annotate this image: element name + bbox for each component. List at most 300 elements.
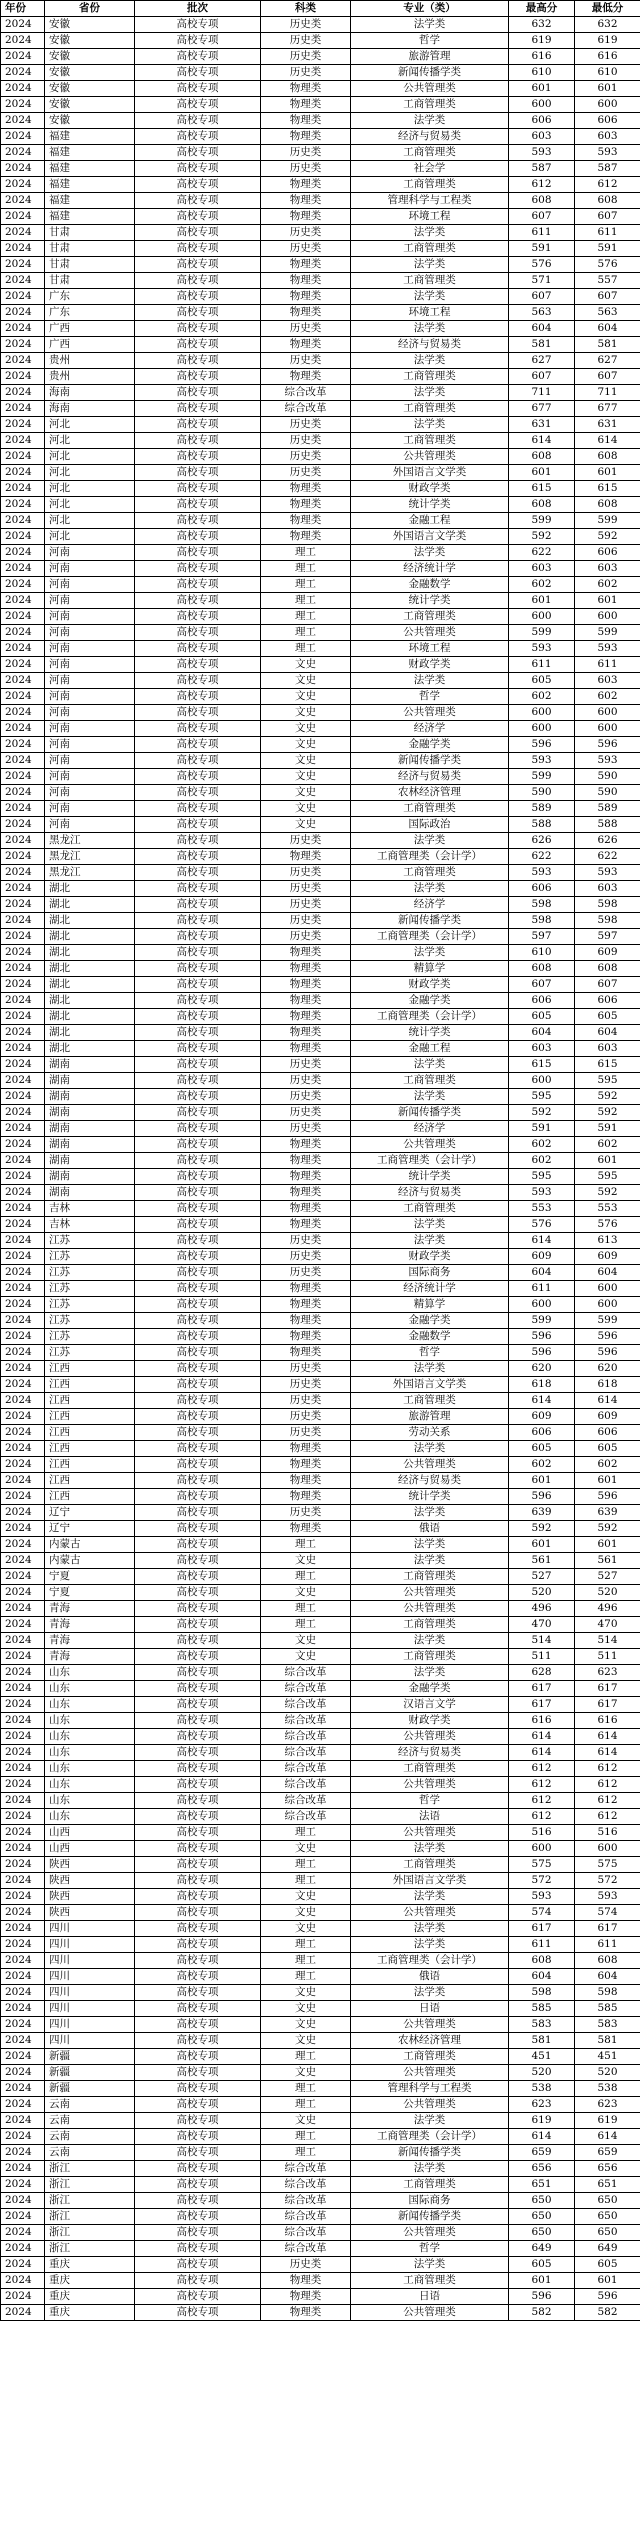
cell-major: 工商管理类 [351,145,509,161]
cell-batch: 高校专项 [135,113,261,129]
cell-batch: 高校专项 [135,513,261,529]
cell-major: 外国语言文学类 [351,465,509,481]
table-row [1,881,640,897]
cell-max-score: 614 [509,1393,575,1409]
cell-province: 山西 [45,1825,135,1841]
table-row [1,641,640,657]
table-row [1,273,640,289]
cell-year: 2024 [1,545,45,561]
cell-year: 2024 [1,865,45,881]
cell-subject: 历史类 [261,1409,351,1425]
cell-year: 2024 [1,1393,45,1409]
cell-year: 2024 [1,385,45,401]
cell-min-score: 639 [575,1505,640,1521]
cell-max-score: 601 [509,593,575,609]
cell-subject: 历史类 [261,2257,351,2273]
cell-max-score: 581 [509,337,575,353]
cell-province: 江西 [45,1441,135,1457]
cell-min-score: 606 [575,113,640,129]
table-row [1,561,640,577]
cell-subject: 物理类 [261,1153,351,1169]
cell-max-score: 612 [509,1793,575,1809]
cell-subject: 理工 [261,609,351,625]
cell-min-score: 677 [575,401,640,417]
cell-batch: 高校专项 [135,1217,261,1233]
cell-major: 金融学类 [351,737,509,753]
cell-subject: 物理类 [261,1041,351,1057]
cell-max-score: 601 [509,1537,575,1553]
cell-subject: 文史 [261,1921,351,1937]
cell-province: 河南 [45,753,135,769]
cell-max-score: 601 [509,1473,575,1489]
cell-min-score: 605 [575,2257,640,2273]
cell-batch: 高校专项 [135,33,261,49]
cell-subject: 历史类 [261,881,351,897]
cell-major: 法学类 [351,673,509,689]
cell-max-score: 612 [509,1809,575,1825]
cell-subject: 物理类 [261,193,351,209]
cell-max-score: 639 [509,1505,575,1521]
cell-major: 公共管理类 [351,1729,509,1745]
cell-batch: 高校专项 [135,1857,261,1873]
cell-subject: 文史 [261,737,351,753]
cell-year: 2024 [1,225,45,241]
cell-max-score: 608 [509,497,575,513]
cell-max-score: 593 [509,145,575,161]
cell-province: 山东 [45,1777,135,1793]
table-row [1,1505,640,1521]
cell-year: 2024 [1,1537,45,1553]
cell-major: 日语 [351,2289,509,2305]
cell-major: 公共管理类 [351,2305,509,2321]
cell-batch: 高校专项 [135,529,261,545]
cell-province: 福建 [45,193,135,209]
cell-min-score: 600 [575,97,640,113]
cell-batch: 高校专项 [135,1729,261,1745]
cell-major: 法学类 [351,17,509,33]
cell-major: 国际商务 [351,1265,509,1281]
cell-max-score: 597 [509,929,575,945]
cell-min-score: 583 [575,2017,640,2033]
cell-min-score: 711 [575,385,640,401]
cell-max-score: 600 [509,609,575,625]
cell-province: 河北 [45,433,135,449]
cell-min-score: 575 [575,1857,640,1873]
cell-major: 外国语言文学类 [351,529,509,545]
cell-major: 法学类 [351,1985,509,2001]
table-row [1,2241,640,2257]
cell-batch: 高校专项 [135,2145,261,2161]
cell-max-score: 614 [509,2129,575,2145]
cell-min-score: 617 [575,1921,640,1937]
cell-batch: 高校专项 [135,1873,261,1889]
cell-year: 2024 [1,81,45,97]
cell-year: 2024 [1,1041,45,1057]
cell-subject: 文史 [261,721,351,737]
cell-province: 四川 [45,1969,135,1985]
table-row [1,1793,640,1809]
cell-year: 2024 [1,1425,45,1441]
cell-year: 2024 [1,1025,45,1041]
cell-max-score: 611 [509,657,575,673]
table-row [1,401,640,417]
cell-max-score: 605 [509,673,575,689]
table-row [1,2161,640,2177]
cell-province: 甘肃 [45,257,135,273]
cell-batch: 高校专项 [135,1745,261,1761]
cell-province: 江苏 [45,1233,135,1249]
cell-year: 2024 [1,1153,45,1169]
header-row [1,1,640,17]
cell-batch: 高校专项 [135,449,261,465]
table-row [1,449,640,465]
table-row [1,417,640,433]
cell-batch: 高校专项 [135,369,261,385]
table-row [1,801,640,817]
cell-batch: 高校专项 [135,1153,261,1169]
cell-year: 2024 [1,833,45,849]
cell-max-score: 571 [509,273,575,289]
cell-subject: 文史 [261,817,351,833]
table-row [1,321,640,337]
cell-min-score: 603 [575,881,640,897]
cell-batch: 高校专项 [135,881,261,897]
cell-max-score: 603 [509,1041,575,1057]
table-row [1,1473,640,1489]
table-row [1,945,640,961]
cell-batch: 高校专项 [135,1793,261,1809]
cell-year: 2024 [1,1841,45,1857]
cell-min-score: 622 [575,849,640,865]
header-province: 省份 [45,1,135,17]
cell-batch: 高校专项 [135,433,261,449]
cell-max-score: 598 [509,897,575,913]
cell-province: 福建 [45,145,135,161]
cell-province: 江苏 [45,1313,135,1329]
table-row [1,1809,640,1825]
cell-province: 河南 [45,657,135,673]
cell-min-score: 600 [575,721,640,737]
cell-batch: 高校专项 [135,1073,261,1089]
table-row [1,1825,640,1841]
cell-min-score: 607 [575,977,640,993]
cell-batch: 高校专项 [135,1457,261,1473]
cell-subject: 历史类 [261,1233,351,1249]
cell-min-score: 607 [575,289,640,305]
cell-province: 重庆 [45,2305,135,2321]
table-row [1,145,640,161]
table-row [1,2193,640,2209]
table-row [1,1441,640,1457]
cell-batch: 高校专项 [135,1121,261,1137]
cell-batch: 高校专项 [135,1409,261,1425]
cell-max-score: 561 [509,1553,575,1569]
cell-min-score: 649 [575,2241,640,2257]
cell-major: 社会学 [351,161,509,177]
cell-major: 法语 [351,1809,509,1825]
cell-subject: 物理类 [261,1025,351,1041]
cell-batch: 高校专项 [135,241,261,257]
cell-province: 湖南 [45,1057,135,1073]
cell-min-score: 591 [575,241,640,257]
cell-max-score: 614 [509,433,575,449]
cell-year: 2024 [1,2081,45,2097]
cell-batch: 高校专项 [135,353,261,369]
table-row [1,1921,640,1937]
cell-year: 2024 [1,1457,45,1473]
cell-min-score: 470 [575,1617,640,1633]
cell-max-score: 590 [509,785,575,801]
cell-subject: 理工 [261,561,351,577]
cell-year: 2024 [1,2241,45,2257]
cell-province: 四川 [45,2001,135,2017]
cell-subject: 历史类 [261,17,351,33]
cell-max-score: 601 [509,2273,575,2289]
cell-major: 经济学 [351,897,509,913]
cell-province: 湖南 [45,1169,135,1185]
cell-year: 2024 [1,465,45,481]
cell-min-score: 616 [575,49,640,65]
cell-min-score: 605 [575,1009,640,1025]
cell-subject: 综合改革 [261,1793,351,1809]
cell-province: 青海 [45,1649,135,1665]
cell-subject: 理工 [261,625,351,641]
cell-subject: 历史类 [261,1249,351,1265]
cell-major: 农林经济管理 [351,785,509,801]
cell-major: 公共管理类 [351,81,509,97]
cell-major: 公共管理类 [351,2017,509,2033]
cell-province: 河南 [45,801,135,817]
cell-year: 2024 [1,2097,45,2113]
cell-major: 工商管理类 [351,801,509,817]
cell-year: 2024 [1,577,45,593]
cell-subject: 物理类 [261,1201,351,1217]
cell-year: 2024 [1,193,45,209]
cell-batch: 高校专项 [135,81,261,97]
table-row [1,1969,640,1985]
cell-batch: 高校专项 [135,737,261,753]
cell-max-score: 604 [509,321,575,337]
table-row [1,1665,640,1681]
cell-province: 湖南 [45,1185,135,1201]
cell-year: 2024 [1,1601,45,1617]
table-row [1,1633,640,1649]
cell-year: 2024 [1,1377,45,1393]
table-row [1,337,640,353]
cell-year: 2024 [1,1777,45,1793]
cell-subject: 物理类 [261,961,351,977]
table-row [1,1457,640,1473]
cell-batch: 高校专项 [135,1441,261,1457]
cell-province: 新疆 [45,2081,135,2097]
cell-batch: 高校专项 [135,1697,261,1713]
cell-year: 2024 [1,625,45,641]
cell-major: 管理科学与工程类 [351,2081,509,2097]
cell-max-score: 600 [509,1297,575,1313]
cell-major: 新闻传播学类 [351,753,509,769]
cell-max-score: 516 [509,1825,575,1841]
cell-subject: 物理类 [261,481,351,497]
cell-province: 广东 [45,289,135,305]
table-row [1,1601,640,1617]
cell-batch: 高校专项 [135,1905,261,1921]
table-row [1,2033,640,2049]
cell-subject: 历史类 [261,145,351,161]
cell-min-score: 598 [575,1985,640,2001]
cell-major: 经济统计学 [351,561,509,577]
cell-major: 工商管理类 [351,1761,509,1777]
cell-major: 公共管理类 [351,2065,509,2081]
cell-year: 2024 [1,449,45,465]
cell-province: 甘肃 [45,241,135,257]
cell-subject: 文史 [261,705,351,721]
cell-province: 四川 [45,2017,135,2033]
cell-major: 精算学 [351,1297,509,1313]
cell-min-score: 606 [575,545,640,561]
cell-subject: 综合改革 [261,1809,351,1825]
cell-province: 江苏 [45,1345,135,1361]
cell-batch: 高校专项 [135,865,261,881]
cell-min-score: 609 [575,945,640,961]
cell-min-score: 607 [575,369,640,385]
cell-subject: 历史类 [261,417,351,433]
cell-max-score: 581 [509,2033,575,2049]
cell-max-score: 651 [509,2177,575,2193]
table-row [1,369,640,385]
cell-province: 甘肃 [45,225,135,241]
cell-min-score: 608 [575,497,640,513]
cell-subject: 物理类 [261,1169,351,1185]
cell-major: 工商管理类 [351,609,509,625]
cell-major: 公共管理类 [351,2097,509,2113]
table-row [1,689,640,705]
cell-province: 重庆 [45,2273,135,2289]
cell-subject: 综合改革 [261,2161,351,2177]
cell-year: 2024 [1,497,45,513]
table-row [1,129,640,145]
cell-subject: 理工 [261,1937,351,1953]
cell-subject: 理工 [261,1569,351,1585]
cell-subject: 历史类 [261,1265,351,1281]
cell-year: 2024 [1,1185,45,1201]
cell-batch: 高校专项 [135,305,261,321]
cell-province: 山东 [45,1761,135,1777]
cell-min-score: 600 [575,705,640,721]
cell-subject: 物理类 [261,1009,351,1025]
cell-major: 工商管理类（会计学） [351,1953,509,1969]
cell-year: 2024 [1,2257,45,2273]
cell-max-score: 596 [509,1329,575,1345]
cell-year: 2024 [1,993,45,1009]
cell-province: 湖南 [45,1089,135,1105]
cell-max-score: 593 [509,1889,575,1905]
cell-province: 浙江 [45,2209,135,2225]
cell-max-score: 553 [509,1201,575,1217]
cell-major: 法学类 [351,289,509,305]
cell-major: 财政学类 [351,1249,509,1265]
cell-batch: 高校专项 [135,1329,261,1345]
cell-min-score: 598 [575,913,640,929]
cell-batch: 高校专项 [135,833,261,849]
cell-max-score: 650 [509,2225,575,2241]
cell-max-score: 511 [509,1649,575,1665]
table-row [1,209,640,225]
cell-batch: 高校专项 [135,1809,261,1825]
cell-subject: 物理类 [261,993,351,1009]
cell-major: 公共管理类 [351,705,509,721]
table-row [1,1041,640,1057]
cell-year: 2024 [1,1569,45,1585]
cell-province: 湖北 [45,1009,135,1025]
cell-subject: 综合改革 [261,2241,351,2257]
cell-subject: 理工 [261,2049,351,2065]
cell-batch: 高校专项 [135,1537,261,1553]
cell-subject: 物理类 [261,1521,351,1537]
cell-province: 河南 [45,545,135,561]
cell-subject: 物理类 [261,1329,351,1345]
cell-year: 2024 [1,1905,45,1921]
cell-province: 广西 [45,321,135,337]
cell-major: 法学类 [351,225,509,241]
table-row [1,17,640,33]
cell-year: 2024 [1,2209,45,2225]
table-row [1,593,640,609]
cell-max-score: 607 [509,977,575,993]
cell-batch: 高校专项 [135,1713,261,1729]
table-row [1,1713,640,1729]
table-row [1,2305,640,2321]
cell-min-score: 601 [575,593,640,609]
cell-max-score: 612 [509,1777,575,1793]
cell-major: 经济与贸易类 [351,337,509,353]
cell-max-score: 612 [509,1761,575,1777]
cell-major: 法学类 [351,2161,509,2177]
cell-major: 新闻传播学类 [351,2145,509,2161]
table-row [1,1249,640,1265]
cell-major: 法学类 [351,353,509,369]
cell-batch: 高校专项 [135,193,261,209]
table-row [1,1121,640,1137]
cell-province: 陕西 [45,1857,135,1873]
table-row [1,1153,640,1169]
cell-subject: 理工 [261,2081,351,2097]
cell-min-score: 614 [575,2129,640,2145]
table-row [1,705,640,721]
cell-max-score: 611 [509,1937,575,1953]
cell-max-score: 601 [509,81,575,97]
table-row [1,113,640,129]
cell-batch: 高校专项 [135,1953,261,1969]
cell-max-score: 607 [509,209,575,225]
cell-province: 湖北 [45,993,135,1009]
cell-min-score: 610 [575,65,640,81]
cell-max-score: 604 [509,1265,575,1281]
cell-major: 法学类 [351,1233,509,1249]
cell-year: 2024 [1,241,45,257]
cell-batch: 高校专项 [135,1313,261,1329]
cell-year: 2024 [1,481,45,497]
cell-batch: 高校专项 [135,769,261,785]
cell-province: 湖南 [45,1137,135,1153]
cell-batch: 高校专项 [135,1137,261,1153]
cell-major: 金融学类 [351,1313,509,1329]
table-row [1,1073,640,1089]
cell-batch: 高校专项 [135,1569,261,1585]
cell-min-score: 619 [575,2113,640,2129]
cell-batch: 高校专项 [135,2001,261,2017]
cell-max-score: 627 [509,353,575,369]
cell-subject: 历史类 [261,929,351,945]
